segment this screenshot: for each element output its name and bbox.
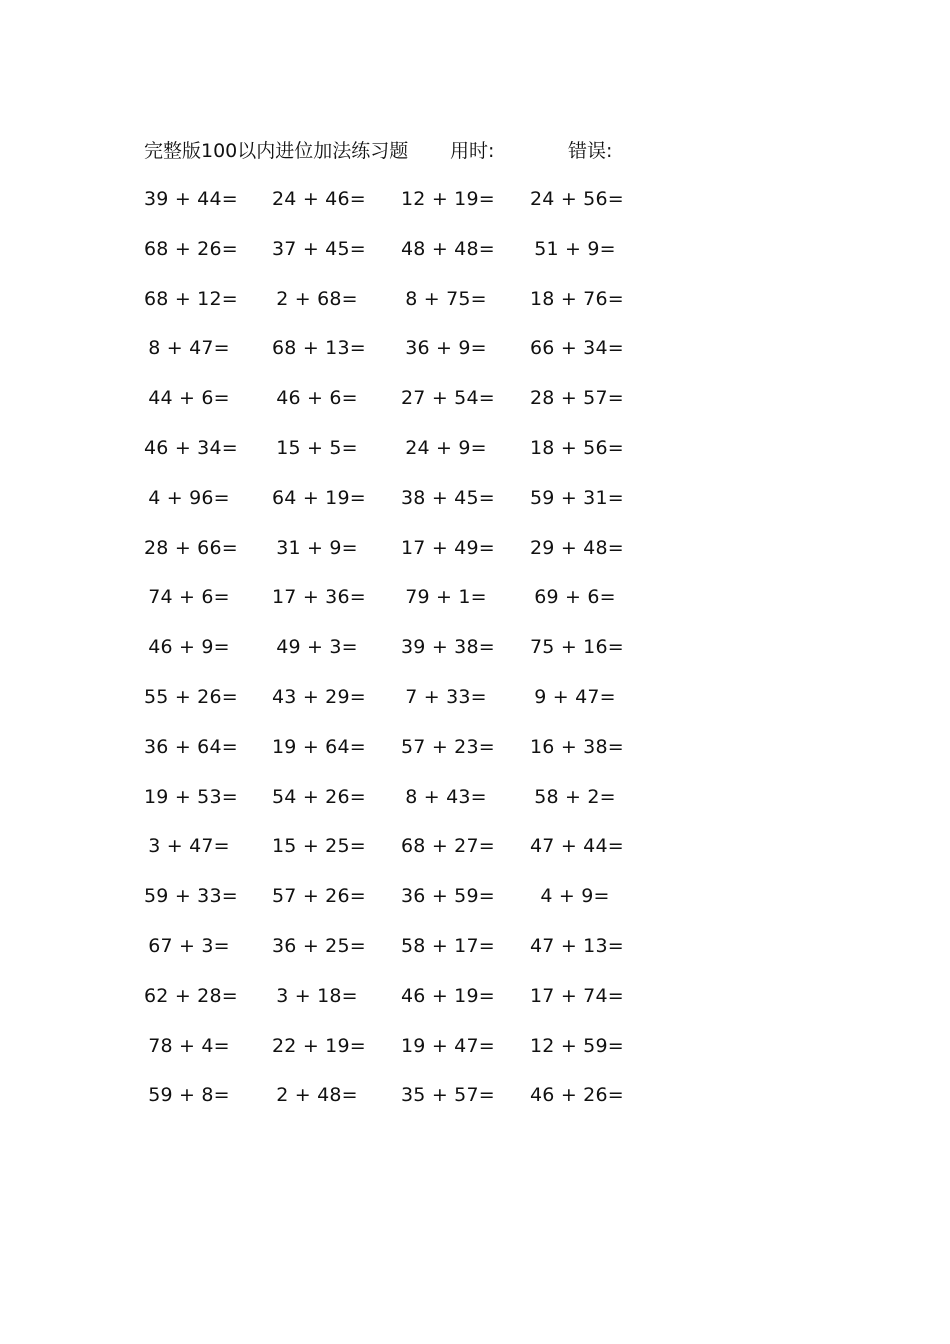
- errors-label: 错误:: [568, 140, 613, 162]
- problem-cell: 68 + 13=: [272, 337, 366, 360]
- problem-row: [0, 383, 950, 433]
- problem-cell: 9 + 47=: [534, 685, 616, 708]
- problem-cell: 8 + 75=: [405, 287, 487, 310]
- problem-cell: 24 + 9=: [405, 436, 487, 459]
- problem-cell: 3 + 47=: [148, 835, 230, 858]
- problem-cell: 19 + 64=: [272, 735, 366, 758]
- problem-row: [0, 682, 950, 732]
- problem-cell: 62 + 28=: [144, 984, 238, 1007]
- problem-cell: 4 + 9=: [540, 885, 610, 908]
- problem-cell: 68 + 12=: [144, 287, 238, 310]
- problem-cell: 22 + 19=: [272, 1034, 366, 1057]
- problem-row: [0, 483, 950, 533]
- problem-cell: 54 + 26=: [272, 785, 366, 808]
- problem-cell: 37 + 45=: [272, 237, 366, 260]
- problem-cell: 59 + 8=: [148, 1084, 230, 1107]
- problem-row: [0, 433, 950, 483]
- worksheet-title: 完整版100以内进位加法练习题: [144, 140, 409, 162]
- problem-cell: 47 + 44=: [530, 835, 624, 858]
- problem-cell: 74 + 6=: [148, 586, 230, 609]
- problem-cell: 36 + 64=: [144, 735, 238, 758]
- problem-cell: 64 + 19=: [272, 486, 366, 509]
- problem-cell: 67 + 3=: [148, 934, 230, 957]
- problem-cell: 36 + 59=: [401, 885, 495, 908]
- problem-cell: 16 + 38=: [530, 735, 624, 758]
- problem-grid: [0, 184, 950, 1130]
- problem-cell: 8 + 47=: [148, 337, 230, 360]
- problem-cell: 36 + 25=: [272, 934, 366, 957]
- problem-cell: 79 + 1=: [405, 586, 487, 609]
- problem-cell: 47 + 13=: [530, 934, 624, 957]
- problem-cell: 46 + 19=: [401, 984, 495, 1007]
- problem-row: [0, 333, 950, 383]
- problem-cell: 58 + 2=: [534, 785, 616, 808]
- problem-row: [0, 1080, 950, 1130]
- problem-cell: 46 + 9=: [148, 636, 230, 659]
- problem-row: [0, 234, 950, 284]
- problem-cell: 46 + 6=: [276, 387, 358, 410]
- problem-cell: 2 + 48=: [276, 1084, 358, 1107]
- problem-cell: 12 + 19=: [401, 188, 495, 210]
- problem-cell: 15 + 5=: [276, 436, 358, 459]
- problem-cell: 49 + 3=: [276, 636, 358, 659]
- problem-cell: 17 + 36=: [272, 586, 366, 609]
- problem-cell: 3 + 18=: [276, 984, 358, 1007]
- problem-row: [0, 632, 950, 682]
- problem-cell: 43 + 29=: [272, 685, 366, 708]
- problem-cell: 57 + 23=: [401, 735, 495, 758]
- problem-row: [0, 184, 950, 234]
- problem-cell: 78 + 4=: [148, 1034, 230, 1057]
- problem-cell: 12 + 59=: [530, 1034, 624, 1057]
- problem-cell: 38 + 45=: [401, 486, 495, 509]
- problem-cell: 15 + 25=: [272, 835, 366, 858]
- problem-cell: 29 + 48=: [530, 536, 624, 559]
- problem-cell: 27 + 54=: [401, 387, 495, 410]
- problem-cell: 17 + 74=: [530, 984, 624, 1007]
- problem-cell: 75 + 16=: [530, 636, 624, 659]
- problem-cell: 28 + 66=: [144, 536, 238, 559]
- problem-row: [0, 881, 950, 931]
- problem-row: [0, 582, 950, 632]
- problem-cell: 36 + 9=: [405, 337, 487, 360]
- problem-row: [0, 533, 950, 583]
- problem-cell: 8 + 43=: [405, 785, 487, 808]
- problem-row: [0, 831, 950, 881]
- problem-cell: 2 + 68=: [276, 287, 358, 310]
- problem-cell: 17 + 49=: [401, 536, 495, 559]
- problem-cell: 31 + 9=: [276, 536, 358, 559]
- problem-cell: 68 + 27=: [401, 835, 495, 858]
- problem-cell: 24 + 46=: [272, 188, 366, 210]
- problem-cell: 59 + 33=: [144, 885, 238, 908]
- problem-row: [0, 284, 950, 334]
- problem-cell: 39 + 44=: [144, 188, 238, 210]
- problem-cell: 66 + 34=: [530, 337, 624, 360]
- problem-cell: 69 + 6=: [534, 586, 616, 609]
- problem-cell: 19 + 47=: [401, 1034, 495, 1057]
- problem-cell: 24 + 56=: [530, 188, 624, 210]
- problem-cell: 57 + 26=: [272, 885, 366, 908]
- problem-cell: 58 + 17=: [401, 934, 495, 957]
- problem-cell: 7 + 33=: [405, 685, 487, 708]
- problem-cell: 59 + 31=: [530, 486, 624, 509]
- problem-cell: 51 + 9=: [534, 237, 616, 260]
- problem-cell: 18 + 56=: [530, 436, 624, 459]
- problem-cell: 68 + 26=: [144, 237, 238, 260]
- problem-cell: 39 + 38=: [401, 636, 495, 659]
- problem-cell: 46 + 26=: [530, 1084, 624, 1107]
- problem-row: [0, 931, 950, 981]
- time-label: 用时:: [450, 140, 495, 162]
- problem-cell: 44 + 6=: [148, 387, 230, 410]
- problem-cell: 48 + 48=: [401, 237, 495, 260]
- problem-row: [0, 732, 950, 782]
- problem-cell: 18 + 76=: [530, 287, 624, 310]
- problem-cell: 19 + 53=: [144, 785, 238, 808]
- problem-cell: 35 + 57=: [401, 1084, 495, 1107]
- problem-row: [0, 1031, 950, 1081]
- problem-row: [0, 981, 950, 1031]
- problem-row: [0, 782, 950, 832]
- problem-cell: 55 + 26=: [144, 685, 238, 708]
- problem-cell: 46 + 34=: [144, 436, 238, 459]
- problem-cell: 28 + 57=: [530, 387, 624, 410]
- problem-cell: 4 + 96=: [148, 486, 230, 509]
